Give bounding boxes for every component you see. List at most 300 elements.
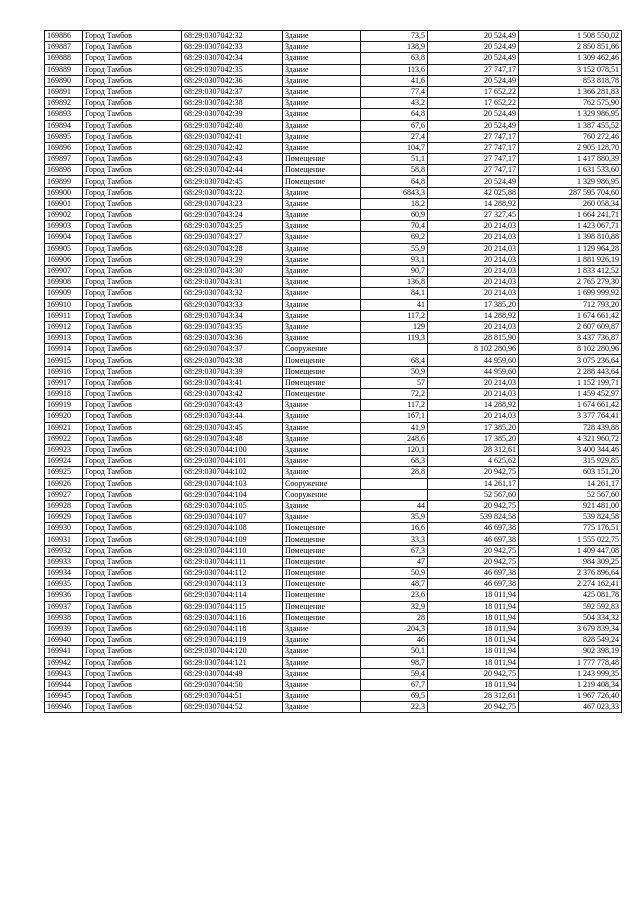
city-cell: Город Тамбов [83, 75, 182, 86]
city-cell: Город Тамбов [83, 612, 182, 623]
area-cell: 69,5 [361, 691, 428, 702]
table-row [45, 444, 622, 455]
row-number: 169899 [45, 176, 83, 187]
cadastral-value-cell: 3 075 236,64 [519, 355, 622, 366]
cadastral-value-cell: 14 261,17 [519, 478, 622, 489]
city-cell: Город Тамбов [83, 646, 182, 657]
cadastral-value-cell: 1 881 926,19 [519, 254, 622, 265]
city-cell: Город Тамбов [83, 523, 182, 534]
cadastral-number-cell: 68:29:0307042:35 [182, 64, 283, 75]
row-number: 169909 [45, 288, 83, 299]
city-cell: Город Тамбов [83, 389, 182, 400]
object-type-cell: Здание [283, 679, 361, 690]
cadastral-value-cell: 315 929,85 [519, 456, 622, 467]
object-type-cell: Здание [283, 444, 361, 455]
table-row [45, 265, 622, 276]
row-number: 169892 [45, 98, 83, 109]
object-type-cell: Здание [283, 31, 361, 42]
table-row [45, 623, 622, 634]
unit-value-cell: 8 102 280,96 [428, 344, 519, 355]
object-type-cell: Помещение [283, 389, 361, 400]
table-row [45, 176, 622, 187]
table-row [45, 109, 622, 120]
object-type-cell: Здание [283, 254, 361, 265]
table-row [45, 467, 622, 478]
cadastral-number-cell: 68:29:0307043:45 [182, 422, 283, 433]
object-type-cell: Здание [283, 702, 361, 713]
row-number: 169929 [45, 512, 83, 523]
object-type-cell: Помещение [283, 165, 361, 176]
table-row [45, 433, 622, 444]
city-cell: Город Тамбов [83, 601, 182, 612]
unit-value-cell: 20 214,03 [428, 411, 519, 422]
cadastral-number-cell: 68:29:0307042:43 [182, 154, 283, 165]
cadastral-number-cell: 68:29:0307042:45 [182, 176, 283, 187]
unit-value-cell: 27 747,17 [428, 154, 519, 165]
cadastral-value-cell: 902 398,19 [519, 646, 622, 657]
city-cell: Город Тамбов [83, 377, 182, 388]
table-row [45, 243, 622, 254]
table-row [45, 120, 622, 131]
area-cell: 129 [361, 321, 428, 332]
row-number: 169915 [45, 355, 83, 366]
object-type-cell: Здание [283, 198, 361, 209]
row-number: 169933 [45, 556, 83, 567]
cadastral-number-cell: 68:29:0307043:43 [182, 400, 283, 411]
unit-value-cell: 14 261,17 [428, 478, 519, 489]
city-cell: Город Тамбов [83, 53, 182, 64]
cadastral-value-cell: 539 824,58 [519, 512, 622, 523]
cadastral-number-cell: 68:29:0307044:102 [182, 467, 283, 478]
table-row [45, 86, 622, 97]
table-row [45, 512, 622, 523]
table-row [45, 344, 622, 355]
area-cell: 50,9 [361, 568, 428, 579]
unit-value-cell: 14 288,92 [428, 310, 519, 321]
cadastral-value-cell: 1 674 661,42 [519, 310, 622, 321]
cadastral-number-cell: 68:29:0307042:41 [182, 131, 283, 142]
object-type-cell: Помещение [283, 601, 361, 612]
unit-value-cell: 17 385,20 [428, 433, 519, 444]
table-row [45, 221, 622, 232]
unit-value-cell: 18 011,94 [428, 612, 519, 623]
cadastral-value-table [44, 30, 622, 713]
row-number: 169940 [45, 635, 83, 646]
area-cell: 22,3 [361, 702, 428, 713]
city-cell: Город Тамбов [83, 333, 182, 344]
area-cell: 18,2 [361, 198, 428, 209]
city-cell: Город Тамбов [83, 86, 182, 97]
table-row [45, 310, 622, 321]
city-cell: Город Тамбов [83, 411, 182, 422]
object-type-cell: Здание [283, 64, 361, 75]
object-type-cell: Здание [283, 42, 361, 53]
city-cell: Город Тамбов [83, 310, 182, 321]
row-number: 169930 [45, 523, 83, 534]
city-cell: Город Тамбов [83, 366, 182, 377]
area-cell: 120,1 [361, 444, 428, 455]
unit-value-cell: 20 942,75 [428, 668, 519, 679]
object-type-cell: Помещение [283, 612, 361, 623]
object-type-cell: Здание [283, 288, 361, 299]
cadastral-number-cell: 68:29:0307043:35 [182, 321, 283, 332]
object-type-cell: Здание [283, 142, 361, 153]
city-cell: Город Тамбов [83, 321, 182, 332]
cadastral-number-cell: 68:29:0307044:112 [182, 568, 283, 579]
unit-value-cell: 18 011,94 [428, 646, 519, 657]
table-row [45, 31, 622, 42]
city-cell: Город Тамбов [83, 299, 182, 310]
row-number: 169921 [45, 422, 83, 433]
cadastral-value-cell: 1 309 462,46 [519, 53, 622, 64]
cadastral-number-cell: 68:29:0307043:31 [182, 277, 283, 288]
object-type-cell: Здание [283, 265, 361, 276]
unit-value-cell: 20 214,03 [428, 265, 519, 276]
area-cell: 204,3 [361, 623, 428, 634]
row-number: 169897 [45, 154, 83, 165]
cadastral-value-cell: 1 387 455,52 [519, 120, 622, 131]
table-row [45, 333, 622, 344]
cadastral-number-cell: 68:29:0307043:28 [182, 243, 283, 254]
table-row [45, 568, 622, 579]
row-number: 169911 [45, 310, 83, 321]
area-cell: 119,3 [361, 333, 428, 344]
unit-value-cell: 20 524,49 [428, 75, 519, 86]
unit-value-cell: 20 214,03 [428, 321, 519, 332]
table-row [45, 523, 622, 534]
table-row [45, 210, 622, 221]
object-type-cell: Здание [283, 53, 361, 64]
city-cell: Город Тамбов [83, 657, 182, 668]
cadastral-number-cell: 68:29:0307043:39 [182, 366, 283, 377]
city-cell: Город Тамбов [83, 534, 182, 545]
table-row [45, 42, 622, 53]
cadastral-value-cell: 921 481,00 [519, 500, 622, 511]
city-cell: Город Тамбов [83, 433, 182, 444]
city-cell: Город Тамбов [83, 131, 182, 142]
cadastral-value-cell: 853 818,78 [519, 75, 622, 86]
table-row [45, 500, 622, 511]
row-number: 169941 [45, 646, 83, 657]
cadastral-number-cell: 68:29:0307043:44 [182, 411, 283, 422]
cadastral-number-cell: 68:29:0307044:118 [182, 623, 283, 634]
cadastral-number-cell: 68:29:0307043:33 [182, 299, 283, 310]
object-type-cell: Здание [283, 433, 361, 444]
cadastral-value-cell: 425 081,78 [519, 590, 622, 601]
table-row [45, 154, 622, 165]
city-cell: Город Тамбов [83, 344, 182, 355]
area-cell [361, 489, 428, 500]
city-cell: Город Тамбов [83, 142, 182, 153]
object-type-cell: Здание [283, 310, 361, 321]
area-cell [361, 344, 428, 355]
area-cell: 28,8 [361, 467, 428, 478]
area-cell: 73,5 [361, 31, 428, 42]
cadastral-value-cell: 1 398 810,88 [519, 232, 622, 243]
table-row [45, 556, 622, 567]
row-number: 169924 [45, 456, 83, 467]
unit-value-cell: 17 652,22 [428, 98, 519, 109]
area-cell: 46 [361, 635, 428, 646]
row-number: 169927 [45, 489, 83, 500]
cadastral-value-cell: 728 439,88 [519, 422, 622, 433]
object-type-cell: Здание [283, 422, 361, 433]
cadastral-value-cell: 1 674 661,42 [519, 400, 622, 411]
cadastral-number-cell: 68:29:0307042:38 [182, 98, 283, 109]
city-cell: Город Тамбов [83, 422, 182, 433]
city-cell: Город Тамбов [83, 277, 182, 288]
cadastral-number-cell: 68:29:0307043:48 [182, 433, 283, 444]
row-number: 169895 [45, 131, 83, 142]
object-type-cell: Помещение [283, 556, 361, 567]
unit-value-cell: 18 011,94 [428, 635, 519, 646]
cadastral-number-cell: 68:29:0307043:36 [182, 333, 283, 344]
row-number: 169887 [45, 42, 83, 53]
cadastral-value-cell: 2 376 896,64 [519, 568, 622, 579]
table-row [45, 400, 622, 411]
cadastral-value-cell: 287 595 704,60 [519, 187, 622, 198]
cadastral-value-cell: 4 321 960,72 [519, 433, 622, 444]
area-cell: 44 [361, 500, 428, 511]
area-cell: 60,9 [361, 210, 428, 221]
cadastral-value-cell: 8 102 280,96 [519, 344, 622, 355]
city-cell: Город Тамбов [83, 679, 182, 690]
city-cell: Город Тамбов [83, 568, 182, 579]
table-row [45, 377, 622, 388]
cadastral-value-cell: 2 905 128,70 [519, 142, 622, 153]
cadastral-number-cell: 68:29:0307043:37 [182, 344, 283, 355]
cadastral-value-cell: 1 409 447,08 [519, 545, 622, 556]
area-cell: 84,1 [361, 288, 428, 299]
city-cell: Город Тамбов [83, 579, 182, 590]
unit-value-cell: 27 327,45 [428, 210, 519, 221]
cadastral-value-cell: 3 377 764,41 [519, 411, 622, 422]
object-type-cell: Помещение [283, 523, 361, 534]
area-cell: 117,2 [361, 310, 428, 321]
table-row [45, 691, 622, 702]
cadastral-number-cell: 68:29:0307044:109 [182, 534, 283, 545]
unit-value-cell: 44 959,60 [428, 366, 519, 377]
cadastral-value-cell: 1 664 241,71 [519, 210, 622, 221]
cadastral-number-cell: 68:29:0307042:34 [182, 53, 283, 64]
area-cell: 57 [361, 377, 428, 388]
cadastral-number-cell: 68:29:0307044:108 [182, 523, 283, 534]
cadastral-value-cell: 1 329 986,95 [519, 109, 622, 120]
cadastral-value-cell: 1 366 281,83 [519, 86, 622, 97]
row-number: 169937 [45, 601, 83, 612]
row-number: 169896 [45, 142, 83, 153]
city-cell: Город Тамбов [83, 500, 182, 511]
object-type-cell: Здание [283, 333, 361, 344]
area-cell: 93,1 [361, 254, 428, 265]
area-cell: 68,4 [361, 355, 428, 366]
table-row [45, 635, 622, 646]
row-number: 169932 [45, 545, 83, 556]
unit-value-cell: 27 747,17 [428, 131, 519, 142]
cadastral-number-cell: 68:29:0307044:52 [182, 702, 283, 713]
cadastral-number-cell: 68:29:0307043:42 [182, 389, 283, 400]
cadastral-number-cell: 68:29:0307043:38 [182, 355, 283, 366]
city-cell: Город Тамбов [83, 478, 182, 489]
object-type-cell: Помещение [283, 377, 361, 388]
unit-value-cell: 28 815,90 [428, 333, 519, 344]
unit-value-cell: 52 567,60 [428, 489, 519, 500]
area-cell: 77,4 [361, 86, 428, 97]
object-type-cell: Здание [283, 187, 361, 198]
object-type-cell: Помещение [283, 355, 361, 366]
object-type-cell: Здание [283, 98, 361, 109]
table-row [45, 254, 622, 265]
row-number: 169908 [45, 277, 83, 288]
cadastral-value-cell: 1 417 880,39 [519, 154, 622, 165]
city-cell: Город Тамбов [83, 42, 182, 53]
object-type-cell: Здание [283, 120, 361, 131]
object-type-cell: Здание [283, 467, 361, 478]
row-number: 169904 [45, 232, 83, 243]
city-cell: Город Тамбов [83, 221, 182, 232]
cadastral-value-cell: 592 592,83 [519, 601, 622, 612]
row-number: 169886 [45, 31, 83, 42]
cadastral-value-cell: 260 058,34 [519, 198, 622, 209]
cadastral-value-cell: 1 555 022,75 [519, 534, 622, 545]
table-row [45, 489, 622, 500]
table-row [45, 545, 622, 556]
row-number: 169943 [45, 668, 83, 679]
cadastral-value-cell: 1 967 726,40 [519, 691, 622, 702]
object-type-cell: Здание [283, 411, 361, 422]
row-number: 169893 [45, 109, 83, 120]
cadastral-number-cell: 68:29:0307044:49 [182, 668, 283, 679]
object-type-cell: Помещение [283, 176, 361, 187]
city-cell: Город Тамбов [83, 590, 182, 601]
unit-value-cell: 20 214,03 [428, 243, 519, 254]
cadastral-value-cell: 775 176,51 [519, 523, 622, 534]
object-type-cell: Здание [283, 512, 361, 523]
cadastral-value-cell: 1 631 533,60 [519, 165, 622, 176]
area-cell: 138,9 [361, 42, 428, 53]
table-row [45, 389, 622, 400]
unit-value-cell: 20 524,49 [428, 176, 519, 187]
row-number: 169939 [45, 623, 83, 634]
city-cell: Город Тамбов [83, 165, 182, 176]
city-cell: Город Тамбов [83, 512, 182, 523]
row-number: 169936 [45, 590, 83, 601]
city-cell: Город Тамбов [83, 198, 182, 209]
table-row [45, 612, 622, 623]
cadastral-value-cell: 1 152 199,71 [519, 377, 622, 388]
area-cell: 90,7 [361, 265, 428, 276]
cadastral-value-cell: 2 274 162,41 [519, 579, 622, 590]
unit-value-cell: 28 312,61 [428, 444, 519, 455]
area-cell: 64,8 [361, 109, 428, 120]
row-number: 169919 [45, 400, 83, 411]
cadastral-number-cell: 68:29:0307042:40 [182, 120, 283, 131]
cadastral-number-cell: 68:29:0307044:105 [182, 500, 283, 511]
city-cell: Город Тамбов [83, 668, 182, 679]
row-number: 169925 [45, 467, 83, 478]
row-number: 169906 [45, 254, 83, 265]
object-type-cell: Здание [283, 657, 361, 668]
unit-value-cell: 4 625,62 [428, 456, 519, 467]
table-row [45, 288, 622, 299]
cadastral-number-cell: 68:29:0307044:116 [182, 612, 283, 623]
table-row [45, 534, 622, 545]
cadastral-value-cell: 504 334,32 [519, 612, 622, 623]
area-cell: 55,9 [361, 243, 428, 254]
cadastral-number-cell: 68:29:0307043:22 [182, 187, 283, 198]
unit-value-cell: 17 385,20 [428, 299, 519, 310]
cadastral-number-cell: 68:29:0307042:33 [182, 42, 283, 53]
city-cell: Город Тамбов [83, 254, 182, 265]
area-cell: 117,2 [361, 400, 428, 411]
unit-value-cell: 27 747,17 [428, 142, 519, 153]
cadastral-value-cell: 603 151,20 [519, 467, 622, 478]
cadastral-value-cell: 1 833 412,52 [519, 265, 622, 276]
table-row [45, 646, 622, 657]
area-cell: 35,9 [361, 512, 428, 523]
cadastral-number-cell: 68:29:0307044:51 [182, 691, 283, 702]
cadastral-number-cell: 68:29:0307044:121 [182, 657, 283, 668]
row-number: 169905 [45, 243, 83, 254]
area-cell: 43,2 [361, 98, 428, 109]
cadastral-number-cell: 68:29:0307043:24 [182, 210, 283, 221]
cadastral-value-cell: 2 607 609,87 [519, 321, 622, 332]
city-cell: Город Тамбов [83, 98, 182, 109]
cadastral-value-cell: 2 765 279,30 [519, 277, 622, 288]
row-number: 169894 [45, 120, 83, 131]
area-cell: 248,6 [361, 433, 428, 444]
object-type-cell: Помещение [283, 154, 361, 165]
cadastral-value-cell: 1 777 778,48 [519, 657, 622, 668]
row-number: 169914 [45, 344, 83, 355]
cadastral-value-cell: 3 437 736,87 [519, 333, 622, 344]
area-cell: 16,6 [361, 523, 428, 534]
area-cell: 67,6 [361, 120, 428, 131]
table-row [45, 187, 622, 198]
object-type-cell: Помещение [283, 366, 361, 377]
cadastral-value-cell: 1 219 408,34 [519, 679, 622, 690]
unit-value-cell: 20 524,49 [428, 109, 519, 120]
city-cell: Город Тамбов [83, 154, 182, 165]
cadastral-value-cell: 1 699 999,92 [519, 288, 622, 299]
table-row [45, 679, 622, 690]
cadastral-number-cell: 68:29:0307044:110 [182, 545, 283, 556]
unit-value-cell: 46 697,38 [428, 568, 519, 579]
cadastral-number-cell: 68:29:0307043:27 [182, 232, 283, 243]
table-row [45, 131, 622, 142]
cadastral-value-cell: 3 400 344,46 [519, 444, 622, 455]
unit-value-cell: 17 385,20 [428, 422, 519, 433]
object-type-cell: Здание [283, 277, 361, 288]
cadastral-number-cell: 68:29:0307044:107 [182, 512, 283, 523]
unit-value-cell: 27 747,17 [428, 165, 519, 176]
city-cell: Город Тамбов [83, 635, 182, 646]
row-number: 169889 [45, 64, 83, 75]
table-row [45, 53, 622, 64]
row-number: 169912 [45, 321, 83, 332]
city-cell: Город Тамбов [83, 456, 182, 467]
object-type-cell: Помещение [283, 568, 361, 579]
table-body [45, 31, 622, 713]
city-cell: Город Тамбов [83, 210, 182, 221]
row-number: 169900 [45, 187, 83, 198]
area-cell: 70,4 [361, 221, 428, 232]
cadastral-number-cell: 68:29:0307043:34 [182, 310, 283, 321]
row-number: 169938 [45, 612, 83, 623]
row-number: 169916 [45, 366, 83, 377]
cadastral-value-cell: 984 309,25 [519, 556, 622, 567]
cadastral-number-cell: 68:29:0307044:114 [182, 590, 283, 601]
